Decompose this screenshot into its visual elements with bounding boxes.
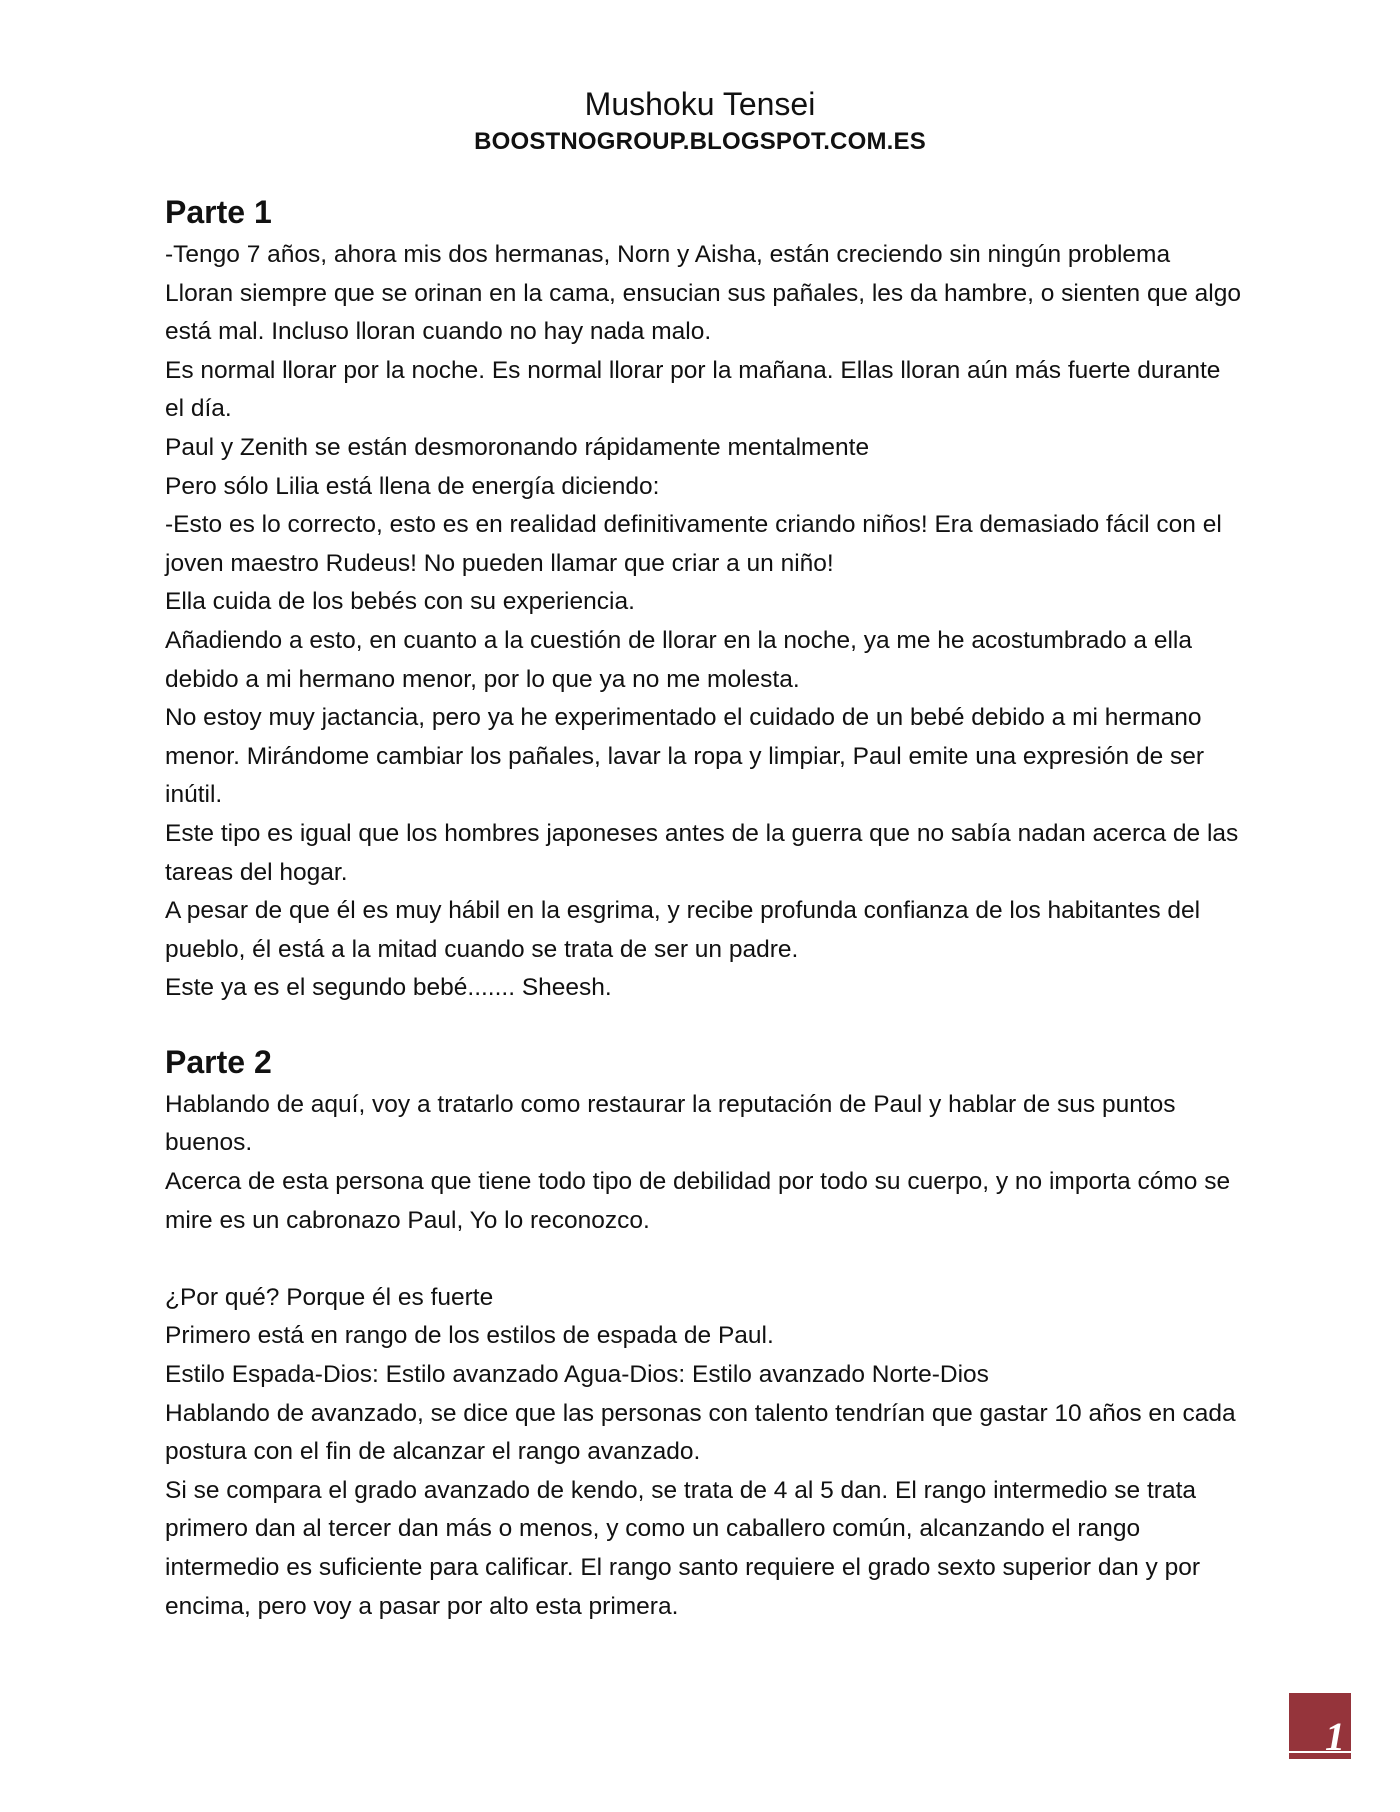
paragraph: Añadiendo a esto, en cuanto a la cuestión de llorar en la noche, ya me he acostumbrado a ella debido a mi hermano menor, por lo que ya no me molesta. [165,626,1192,693]
document-title: Mushoku Tensei [584,86,816,122]
blank-line [165,1240,1245,1279]
paragraph: Pero sólo Lilia está llena de energía diciendo: [165,472,660,500]
paragraph: Lloran siempre que se orinan en la cama, ensucian sus pañales, les da hambre, o sienten que algo está mal. Incluso lloran cuando no hay nada malo. [165,279,1241,346]
paragraph: Es normal llorar por la noche. Es normal llorar por la mañana. Ellas lloran aún más fuerte durante el día. [165,356,1221,423]
paragraph: Paul y Zenith se están desmoronando rápidamente mentalmente [165,433,870,461]
paragraph: -Esto es lo correcto, esto es en realidad definitivamente criando niños! Era demasiado fácil con el joven maestro Rudeus! No pueden llamar que criar a un niño! [165,511,1222,577]
section-parte-2 [165,1042,1245,1626]
paragraph: ¿Por qué? Porque él es fuerte [165,1283,494,1311]
section-heading: Parte 1 [165,194,272,230]
paragraph: Estilo Espada-Dios: Estilo avanzado Agua-Dios: Estilo avanzado Norte-Dios [165,1361,989,1389]
paragraph: -Tengo 7 años, ahora mis dos hermanas, Norn y Aisha, están creciendo sin ningún problema [165,241,1171,268]
paragraph: Hablando de aquí, voy a tratarlo como restaurar la reputación de Paul y hablar de sus puntos buenos. [165,1090,1176,1157]
paragraph: Si se compara el grado avanzado de kendo, se trata de 4 al 5 dan. El rango intermedio se trata primero dan al tercer dan más o menos, y como un caballero común, alcanzando el rango intermedio es suficiente para calificar. El rango santo requiere el grado sexto superior dan y por encima, pero voy a pasar por alto esta primera. [165,1476,1201,1620]
paragraph: Este ya es el segundo bebé....... Sheesh. [165,974,612,1002]
paragraph: Acerca de esta persona que tiene todo tipo de debilidad por todo su cuerpo, y no importa cómo se mire es un cabronazo Paul, Yo lo reconozco. [165,1168,1231,1234]
paragraph: Este tipo es igual que los hombres japoneses antes de la guerra que no sabía nadan acerca de las tareas del hogar. [165,819,1239,886]
document-body [165,192,1245,1626]
section-heading: Parte 2 [165,1043,272,1080]
paragraph: Primero está en rango de los estilos de espada de Paul. [165,1322,774,1350]
document-header [0,84,1400,158]
page-number-badge [1289,1693,1351,1759]
page-number: 1 [1325,1714,1345,1759]
document-subtitle: BOOSTNOGROUP.BLOGSPOT.COM.ES [474,128,926,155]
paragraph: Ella cuida de los bebés con su experiencia. [165,588,635,616]
section-parte-1 [165,192,1245,1008]
paragraph: A pesar de que él es muy hábil en la esgrima, y recibe profunda confianza de los habitantes del pueblo, él está a la mitad cuando se trata de ser un padre. [165,897,1201,963]
paragraph: No estoy muy jactancia, pero ya he experimentado el cuidado de un bebé debido a mi hermano menor. Mirándome cambiar los pañales, lavar la ropa y limpiar, Paul emite una expresión de ser inútil. [165,704,1205,809]
paragraph: Hablando de avanzado, se dice que las personas con talento tendrían que gastar 10 años en cada postura con el fin de alcanzar el rango avanzado. [165,1399,1236,1466]
